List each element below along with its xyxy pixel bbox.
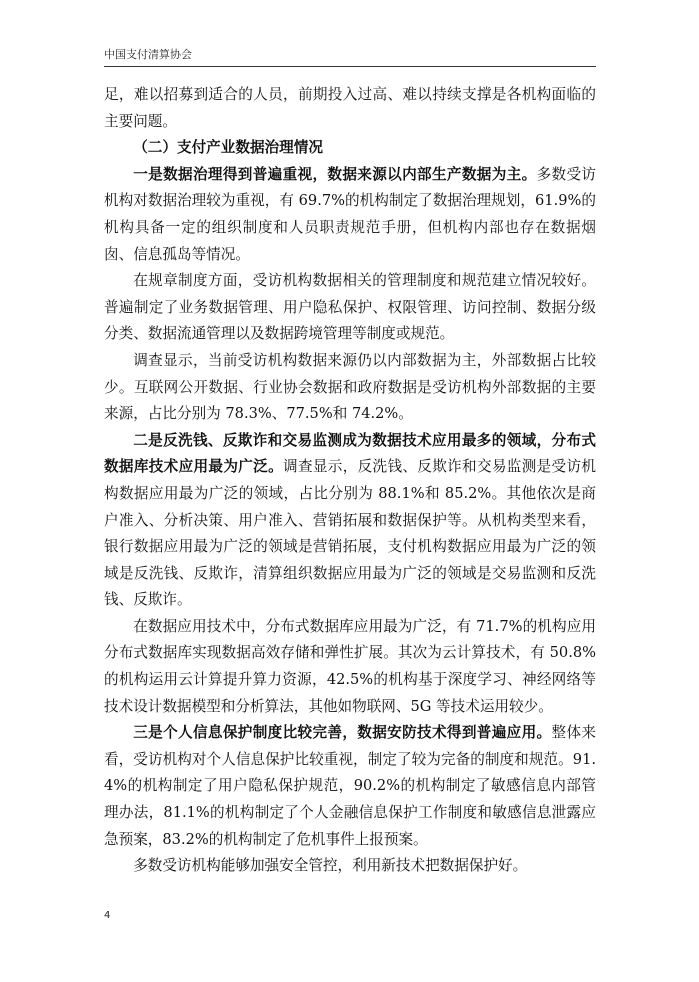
paragraph-security: 多数受访机构能够加强安全管控，利用新技术把数据保护好。 [133, 857, 528, 875]
paragraph-regulations: 在规章制度方面，受访机构数据相关的管理制度和规范建立情况较好。普遍制定了业务数据管理、用户隐私保护、权限管理、访问控制、数据分级分类、数据流通管理以及数据跨境管理等制度或规范。 [104, 272, 596, 343]
point-1-text: 多数受访机构对数据治理较为重视，有 69.7%的机构制定了数据治理规划，61.9%的机构具备一定的组织制度和人员职责规范手册，但机构内部也存在数据烟囱、信息孤岛等情况。 [104, 165, 596, 263]
point-2-heading: 二是反洗钱、反欺诈和交易监测成为数据技术应用最多的领域，分布式数据库技术应用最为广泛。 [104, 431, 596, 476]
paragraph-point-3 [104, 720, 596, 853]
paragraph-point-1 [104, 162, 596, 268]
point-3-heading: 三是个人信息保护制度比较完善，数据安防技术得到普遍应用。 [133, 724, 552, 742]
header-org: 中国支付清算协会 [104, 48, 192, 61]
paragraph-point-2 [104, 428, 596, 614]
paragraph-data-sources: 调查显示，当前受访机构数据来源仍以内部数据为主，外部数据占比较少。互联网公开数据、行业协会数据和政府数据是受访机构外部数据的主要来源，占比分别为 78.3%、77.5%和 74.2%。 [104, 351, 596, 423]
document-body [104, 82, 596, 880]
page-number: 4 [104, 910, 111, 921]
point-3-text: 整体来看，受访机构对个人信息保护比较重视，制定了较为完备的制度和规范。91.4%的机构制定了用户隐私保护规范，90.2%的机构制定了敏感信息内部管理办法，81.1%的机构制定了个人金融信息保护工作制度和敏感信息泄露应急预案，83.2%的机构制定了危机事件上报预案。 [104, 724, 596, 848]
paragraph-technologies: 在数据应用技术中，分布式数据库应用最为广泛，有 71.7%的机构应用分布式数据库实现数据高效存储和弹性扩展。其次为云计算技术，有 50.8%的机构运用云计算提升算力资源，42.5%的机构基于深度学习、神经网络等技术设计数据模型和分析算法，其他如物联网、5G 等技术运用较少。 [104, 617, 596, 715]
section-title: （二）支付产业数据治理情况 [133, 139, 323, 157]
point-2-text: 调查显示，反洗钱、反欺诈和交易监测是受访机构数据应用最为广泛的领域，占比分别为 88.1%和 85.2%。其他依次是商户准入、分析决策、用户准入、营销拓展和数据保护等。从机构类型来看，银行数据应用最为广泛的领域是营销拓展，支付机构数据应用最为广泛的领域是反洗钱、反欺诈，清算组织数据应用最为广泛的领域是交易监测和反洗钱、反欺诈。 [104, 458, 596, 609]
point-1-heading: 一是数据治理得到普遍重视，数据来源以内部生产数据为主。 [133, 165, 537, 183]
running-header [104, 48, 596, 67]
paragraph-continued: 足，难以招募到适合的人员，前期投入过高、难以持续支撑是各机构面临的主要问题。 [104, 86, 596, 130]
